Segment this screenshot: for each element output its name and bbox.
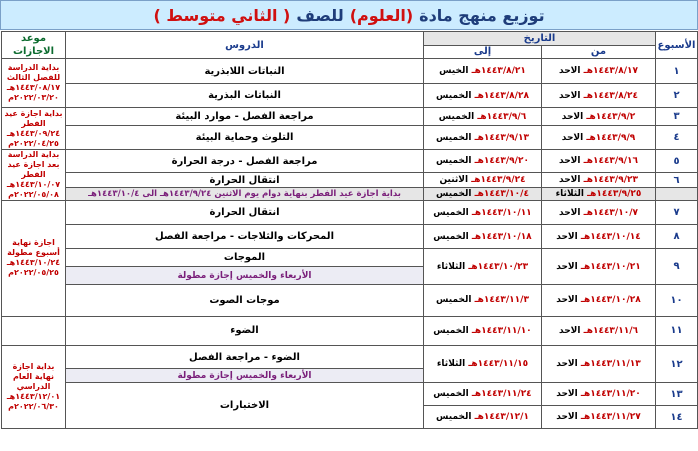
day-name: الخميس [433,231,469,242]
hijri-date: ١٤٤٣/٩/٢٤هـ [471,175,526,185]
hijri-date: ١٤٤٣/١٠/١٨هـ [471,231,532,242]
day-name: الخميس [433,325,469,336]
day-name: الاحد [559,325,581,336]
hijri-date: ١٤٤٣/٩/٢٠هـ [474,156,529,166]
week-number: ٣ [656,108,698,126]
hijri-date: ١٤٤٣/٩/١٦هـ [583,156,638,166]
table-row [2,383,698,406]
from-cell [542,188,656,201]
hijri-date: ١٤٤٣/٩/٩هـ [586,132,636,143]
hijri-date: ١٤٤٣/١٠/٤هـ [474,189,529,199]
hijri-date: ١٤٤٣/١١/١٣هـ [580,359,641,369]
lesson-note: الأربعاء والخميس إجازة مطولة [66,267,424,285]
header-to: إلى [424,45,542,59]
day-name: الخميس [433,207,469,218]
table-row [2,201,698,225]
to-cell [424,285,542,317]
day-name: الاحد [556,231,578,242]
lesson-cell: انتقال الحرارة [66,173,424,188]
day-name: الخيس [439,66,469,76]
hijri-date: ١٤٤٣/١١/٢٠هـ [580,389,641,399]
table-row [2,225,698,249]
hijri-date: ١٤٤٣/١٠/١١هـ [471,207,532,218]
day-name: الخميس [436,412,472,422]
vacation-note: اجازة نهاية أسبوع مطولة ١٤٤٣/١٠/٢٤هـ ٢٠٢٢/٠٥/٢٥م [2,201,66,317]
week-number: ١٠ [656,285,698,317]
eid-note: بداية اجازة عيد الفطر بنهاية دوام يوم الاثنين ١٤٤٣/٩/٢٤هـ الى ١٤٤٣/١٠/٤هـ [66,188,424,201]
day-name: الاحد [556,261,578,272]
header-date: التاريخ [424,32,656,46]
table-row [2,108,698,126]
hijri-date: ١٤٤٣/١١/٣هـ [474,295,529,306]
day-name: الخميس [436,189,472,199]
day-name: الاحد [559,66,581,76]
table-row [2,59,698,84]
title-part1: توزيع منهج مادة [419,5,545,25]
from-cell [542,225,656,249]
from-cell [542,346,656,383]
from-cell [542,383,656,406]
hijri-date: ١٤٤٣/١١/١٠هـ [471,325,532,336]
hijri-date: ١٤٤٣/١١/٢٤هـ [471,389,532,399]
from-cell [542,126,656,150]
lesson-cell: النباتات البذرية [66,84,424,108]
table-row [2,316,698,345]
day-name: الاحد [559,207,581,218]
to-cell [424,59,542,84]
day-name: الاحد [556,389,578,399]
week-cell-empty [656,188,698,201]
to-cell [424,150,542,173]
from-cell [542,201,656,225]
day-name: الاحد [559,175,581,185]
lesson-cell: المحركات والثلاجات - مراجعة الفصل [66,225,424,249]
header-lessons: الدروس [66,32,424,59]
table-row [2,285,698,317]
from-cell [542,150,656,173]
day-name: الثلاثاء [436,359,466,369]
table-row [2,249,698,267]
week-number: ١٤ [656,406,698,429]
day-name: الاحد [561,132,584,143]
table-row [2,173,698,188]
day-name: الاحد [556,295,578,306]
day-name: الاحد [556,412,578,422]
hijri-date: ١٤٤٣/٩/١٣هـ [474,132,529,143]
lesson-cell: التلوث وحماية البيئة [66,126,424,150]
title-subject: (العلوم) [349,5,414,25]
header-from: من [542,45,656,59]
to-cell [424,173,542,188]
vacation-note: بداية الدراسة للفصل الثالث ١٤٤٣/٠٨/١٧هـ ٢٠٢٢/٠٣/٢٠م [2,59,66,108]
hijri-date: ١٤٤٣/٨/١٧هـ [583,66,638,76]
hijri-date: ١٤٤٣/٨/٢١هـ [471,66,526,76]
lesson-cell: مراجعة الفصل - درجة الحرارة [66,150,424,173]
week-number: ٢ [656,84,698,108]
from-cell [542,316,656,345]
hijri-date: ١٤٤٣/١١/١٥هـ [468,359,529,369]
from-cell [542,249,656,285]
schedule-table [1,31,698,429]
to-cell [424,316,542,345]
vacation-note: بداية اجازة نهاية العام الدراسي ١٤٤٣/١٢/٠١هـ ٢٠٢٢/٠٦/٣٠م [2,346,66,429]
day-name: الاحد [556,359,578,369]
week-number: ٨ [656,225,698,249]
hijri-date: ١٤٤٣/٩/٦هـ [477,111,527,122]
lesson-note: الأربعاء والخميس إجازة مطولة [66,369,424,383]
header-week: الأسبوع [656,32,698,59]
from-cell [542,59,656,84]
lesson-cell: الضوء [66,316,424,345]
hijri-date: ١٤٤٣/٩/٢٣هـ [583,175,638,185]
day-name: الخميس [436,156,472,166]
hijri-date: ١٤٤٣/١٠/٧هـ [583,207,638,218]
day-name: الخميس [436,295,472,306]
hijri-date: ١٤٤٣/١٠/٢٣هـ [468,261,529,272]
to-cell [424,188,542,201]
to-cell [424,201,542,225]
hijri-date: ١٤٤٣/١٠/٢٨هـ [580,295,641,306]
week-number: ٦ [656,173,698,188]
header-vacations: موعد الاجازات [2,32,66,59]
to-cell [424,84,542,108]
vacation-note: بداية الدراسة بعد اجازة عيد الفطر ١٤٤٣/١٠/٠٧هـ ٢٠٢٢/٠٥/٠٨م [2,150,66,201]
to-cell [424,225,542,249]
day-name: الثلاثاء [436,261,466,272]
day-name: الخميس [436,132,472,143]
hijri-date: ١٤٤٣/١٠/١٤هـ [580,231,641,242]
hijri-date: ١٤٤٣/٨/٢٨هـ [474,90,529,101]
week-number: ٧ [656,201,698,225]
day-name: الثلاثاء [555,189,584,199]
to-cell [424,346,542,383]
lesson-cell: انتقال الحرارة [66,201,424,225]
from-cell [542,285,656,317]
page-title [0,0,698,30]
hijri-date: ١٤٤٣/٩/٢٥هـ [587,189,642,199]
day-name: الخميس [438,111,475,122]
hijri-date: ١٤٤٣/١٠/٢١هـ [580,261,641,272]
week-number: ٥ [656,150,698,173]
lesson-cell: موجات الصوت [66,285,424,317]
day-name: الاحد [559,156,581,166]
day-name: الخميس [433,389,469,399]
day-name: الخميس [436,90,472,101]
title-grade: ( الثاني متوسط ) [153,5,291,25]
hijri-date: ١٤٤٣/١١/٦هـ [583,325,638,336]
from-cell [542,406,656,429]
to-cell [424,126,542,150]
hijri-date: ١٤٤٣/٨/٢٤هـ [583,90,638,101]
week-number: ٤ [656,126,698,150]
eid-row [2,188,698,201]
from-cell [542,84,656,108]
hijri-date: ١٤٤٣/١١/٢٧هـ [580,412,641,422]
lesson-cell: الضوء - مراجعة الفصل [66,346,424,369]
day-name: الاحد [561,111,584,122]
title-part2: للصف [296,5,344,25]
table-row [2,126,698,150]
week-number: ١ [656,59,698,84]
week-number: ١٣ [656,383,698,406]
lesson-cell: الاختبارات [66,383,424,429]
from-cell [542,108,656,126]
lesson-cell: النباتات اللابذرية [66,59,424,84]
table-row [2,346,698,369]
week-number: ١١ [656,316,698,345]
day-name: الاثنين [439,175,469,185]
to-cell [424,406,542,429]
to-cell [424,249,542,285]
hijri-date: ١٤٤٣/٩/٢هـ [586,111,636,122]
week-number: ٩ [656,249,698,285]
from-cell [542,173,656,188]
to-cell [424,383,542,406]
to-cell [424,108,542,126]
hijri-date: ١٤٤٣/١٢/١هـ [474,412,529,422]
vacation-note: بداية اجازة عيد الفطر ١٤٤٣/٠٩/٢٤هـ ٢٠٢٢/٠٤/٢٥م [2,108,66,150]
lesson-cell: مراجعة الفصل - موارد البيئة [66,108,424,126]
lesson-cell: الموجات [66,249,424,267]
day-name: الاحد [559,90,581,101]
table-row [2,84,698,108]
week-number: ١٢ [656,346,698,383]
table-row [2,150,698,173]
